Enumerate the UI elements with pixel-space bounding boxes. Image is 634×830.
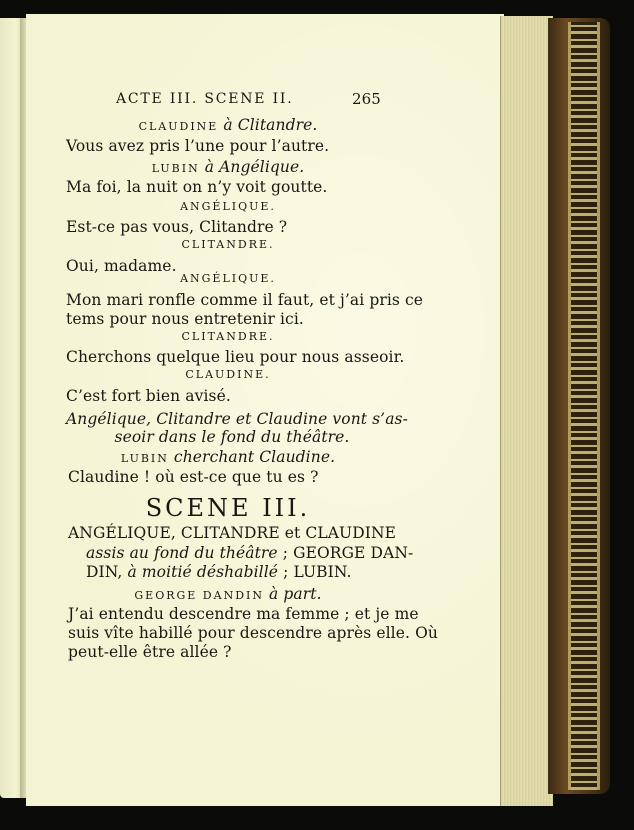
stage-direction-line: Angélique, Clitandre et Claudine vont s’as- (66, 410, 408, 428)
running-title: ACTE III. SCENE II. (116, 91, 294, 107)
cast-line (68, 524, 396, 542)
stage-direction-line: seoir dans le fond du théâtre. (114, 428, 350, 446)
speech-line: J’ai entendu descendre ma femme ; et je me (68, 605, 419, 623)
cast-text: ; LUBIN. (278, 563, 352, 581)
speaker-name: CLAUDINE (138, 120, 219, 133)
speaker-name: CLITANDRE. (181, 330, 275, 343)
cast-text: DIN, (86, 563, 128, 581)
speaker-name: ANGÉLIQUE. (180, 272, 276, 285)
scene-title: SCENE III. (145, 494, 311, 522)
verse-line: Vous avez pris l’une pour l’autre. (66, 137, 330, 155)
cast-text: ; GEORGE DAN- (277, 544, 414, 562)
speaker-name: LUBIN (151, 162, 200, 175)
cast-text: assis au fond du théâtre (86, 544, 278, 562)
cast-text: ANGÉLIQUE, CLITANDRE et CLAUDINE (68, 524, 397, 542)
verse-line: Claudine ! où est-ce que tu es ? (68, 468, 319, 486)
speaker-heading (66, 448, 390, 466)
page-number: 265 (352, 90, 381, 108)
speaker-heading (66, 158, 390, 176)
cast-text: à moitié déshabillé (127, 563, 279, 581)
verse-line: C’est fort bien avisé. (66, 387, 231, 405)
speaker-name: GEORGE DANDIN (134, 589, 264, 602)
verse-line: Oui, madame. (66, 257, 177, 275)
stage-direction: cherchant Claudine. (173, 448, 336, 466)
stage-direction: à Clitandre. (223, 116, 318, 134)
speaker-heading (66, 116, 390, 134)
verse-line: Mon mari ronfle comme il faut, et j’ai pris ce (66, 291, 424, 309)
verse-line: Ma foi, la nuit on n’y voit goutte. (66, 178, 328, 196)
verse-line: Est-ce pas vous, Clitandre ? (66, 218, 288, 236)
stage-direction: à part. (269, 585, 322, 603)
speaker-name: CLAUDINE. (185, 368, 271, 381)
verse-line: Cherchons quelque lieu pour nous asseoir. (66, 348, 405, 366)
cast-line (86, 544, 413, 562)
speaker-name: ANGÉLIQUE. (180, 200, 276, 213)
speaker-name: CLITANDRE. (181, 238, 275, 251)
speech-line: suis vîte habillé pour descendre après elle. Où (68, 624, 438, 642)
verse-line: tems pour nous entretenir ici. (66, 310, 304, 328)
speech-line: peut-elle être allée ? (68, 643, 232, 661)
stage-direction: à Angélique. (204, 158, 305, 176)
speaker-heading (66, 585, 390, 603)
speaker-name: LUBIN (120, 452, 169, 465)
cast-line (86, 563, 352, 581)
